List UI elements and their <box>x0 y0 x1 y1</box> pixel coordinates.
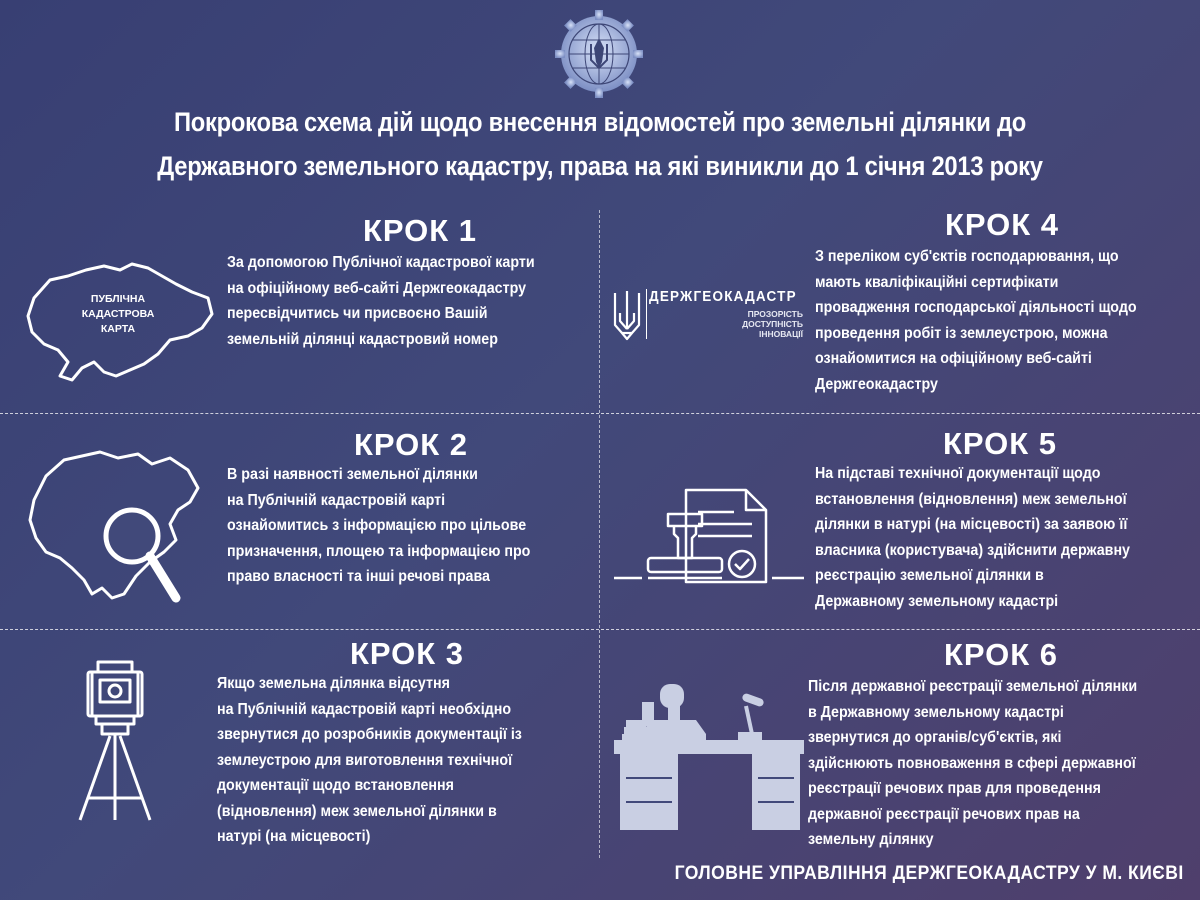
step-1-line: За допомогою Публічної кадастрової карти <box>227 254 535 271</box>
brand-tagline-line: ПРОЗОРІСТЬ <box>747 309 803 319</box>
step-5-line: ділянки в натурі (на місцевості) за заявою її <box>815 516 1128 533</box>
title-line-1: Покрокова схема дій щодо внесення відомостей про земельні ділянки до <box>173 107 1027 137</box>
step-5-line: реєстрацію земельної ділянки в <box>815 567 1044 584</box>
brand-name: ДЕРЖГЕОКАДАСТР <box>649 289 797 305</box>
stamp-document-icon <box>612 486 807 596</box>
step-2-text <box>227 462 530 590</box>
step-2-line: призначення, площею та інформацією про <box>227 542 531 560</box>
step-6-line: реєстрації речових прав для проведення <box>808 780 1101 797</box>
step-1-line: на офіційному веб-сайті Держгеокадастру <box>227 279 527 297</box>
step-6-line: в Державному земельному кадастрі <box>808 703 1064 721</box>
step-5-line: Державному земельному кадастрі <box>815 592 1059 610</box>
step-3-line: (відновлення) меж земельної ділянки в <box>217 802 497 820</box>
step-1-line: пересвідчитись чи присвоєно Вашій <box>227 305 488 322</box>
agency-emblem-icon <box>553 8 645 100</box>
row-divider-2 <box>0 629 1200 630</box>
step-5-title: КРОК 5 <box>942 426 1058 461</box>
map-caption-line-1: ПУБЛІЧНА <box>90 293 146 305</box>
step-5-line: власника (користувача) здійснити державну <box>815 541 1130 559</box>
step-5-line: встановлення (відновлення) меж земельної <box>815 490 1127 508</box>
step-3-line: документації щодо встановлення <box>217 777 454 794</box>
map-caption-line-3: КАРТА <box>100 323 136 335</box>
step-4-title: КРОК 4 <box>944 207 1060 242</box>
office-desk-icon <box>612 682 807 832</box>
step-6-title: КРОК 6 <box>943 637 1059 672</box>
step-5-line: На підставі технічної документації щодо <box>815 465 1101 482</box>
brand-tagline-line: ІННОВАЦІЇ <box>758 329 803 339</box>
step-3-line: землеустрою для виготовлення технічної <box>217 751 513 769</box>
step-1-line: земельній ділянці кадастровий номер <box>227 330 498 348</box>
step-1-title: КРОК 1 <box>362 213 478 248</box>
step-6-line: земельну ділянку <box>808 831 934 848</box>
derzhgeokadastr-logo <box>612 285 807 350</box>
step-4-text <box>815 244 1137 397</box>
row-divider-1 <box>0 413 1200 414</box>
step-3-text <box>217 671 522 850</box>
trident-icon <box>612 289 642 341</box>
step-1-text <box>227 250 535 352</box>
step-2-line: право власності та інші речові права <box>227 568 490 585</box>
page-title <box>107 100 1093 188</box>
brand-tagline-line: ДОСТУПНІСТЬ <box>742 319 803 329</box>
step-3-line: звернутися до розробників документації із <box>217 726 522 743</box>
column-divider <box>599 210 600 858</box>
step-3-line: натурі (на місцевості) <box>217 828 371 845</box>
ukraine-map-icon <box>20 258 220 388</box>
step-2-line: В разі наявності земельної ділянки <box>227 466 478 483</box>
step-5-text <box>815 461 1130 614</box>
step-4-line: провадження господарської діяльності щодо <box>815 299 1137 316</box>
step-6-text <box>808 674 1137 853</box>
map-caption-line-2: КАДАСТРОВА <box>81 308 155 320</box>
step-6-line: Після державної реєстрації земельної ділянки <box>808 678 1138 695</box>
step-2-line: ознайомитись з інформацією про цільове <box>227 517 527 534</box>
brand-tagline <box>742 309 803 339</box>
step-4-line: З переліком суб'єктів господарювання, що <box>815 248 1119 265</box>
title-line-2: Державного земельного кадастру, права на які виникли до 1 січня 2013 року <box>157 151 1043 181</box>
step-2-title: КРОК 2 <box>353 427 469 462</box>
step-4-line: проведення робіт із землеустрою, можна <box>815 324 1108 342</box>
step-6-line: здійснюють повноваження в сфері державної <box>808 754 1136 772</box>
footer-text: ГОЛОВНЕ УПРАВЛІННЯ ДЕРЖГЕОКАДАСТРУ У М. КИЄВІ <box>674 862 1184 884</box>
map-magnifier-icon <box>20 448 220 608</box>
step-4-line: Держгеокадастру <box>815 375 938 393</box>
step-4-line: ознайомитися на офіційному веб-сайті <box>815 350 1092 367</box>
step-2-line: на Публічній кадастровій карті <box>227 491 446 509</box>
step-3-line: на Публічній кадастровій карті необхідно <box>217 700 512 718</box>
step-4-line: мають кваліфікаційні сертифікати <box>815 273 1059 291</box>
step-6-line: державної реєстрації речових прав на <box>808 805 1080 823</box>
step-3-title: КРОК 3 <box>349 636 465 671</box>
theodolite-icon <box>70 660 160 830</box>
step-3-line: Якщо земельна ділянка відсутня <box>217 675 450 692</box>
step-6-line: звернутися до органів/суб'єктів, які <box>808 729 1062 746</box>
